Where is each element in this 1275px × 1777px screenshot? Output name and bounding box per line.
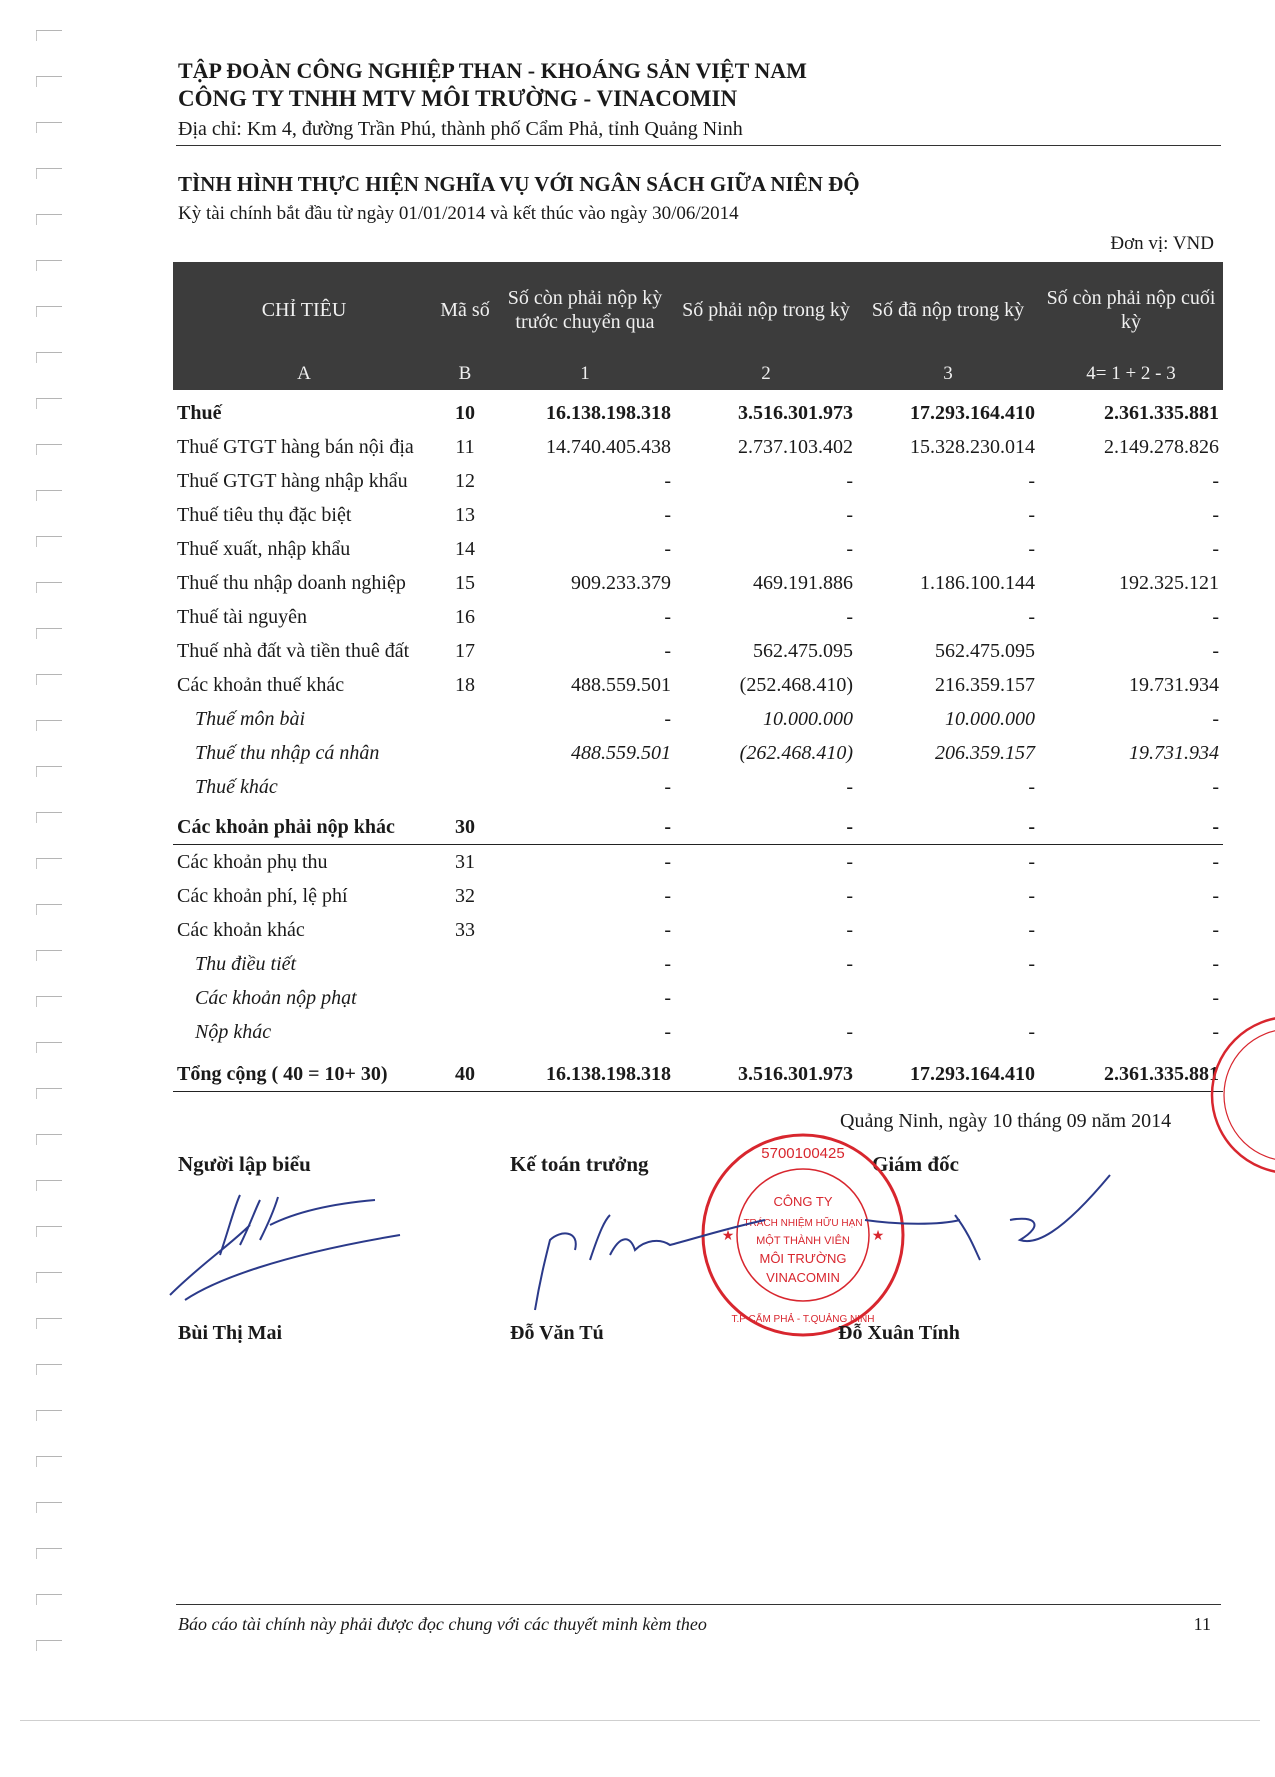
date-line: Quảng Ninh, ngày 10 tháng 09 năm 2014 bbox=[840, 1110, 1172, 1132]
row-closing: - bbox=[1212, 707, 1219, 730]
row-code bbox=[435, 736, 495, 770]
row-paid: - bbox=[1028, 775, 1035, 798]
budget-obligation-table bbox=[173, 262, 1223, 1092]
table-row bbox=[173, 566, 1223, 600]
row-payable: (262.468.410) bbox=[739, 741, 853, 764]
header-paid: Số đã nộp trong kỳ bbox=[857, 262, 1039, 358]
row-paid bbox=[857, 981, 1039, 1015]
row-paid: 206.359.157 bbox=[935, 741, 1035, 764]
table-row bbox=[173, 464, 1223, 498]
row-payable: - bbox=[846, 1020, 853, 1043]
row-opening: 488.559.501 bbox=[571, 741, 671, 764]
table-row bbox=[173, 634, 1223, 668]
row-closing: - bbox=[1212, 952, 1219, 975]
row-opening: - bbox=[664, 918, 671, 941]
row-code: 18 bbox=[455, 673, 475, 696]
table-row bbox=[173, 913, 1223, 947]
row-paid: 17.293.164.410 bbox=[910, 401, 1035, 424]
row-label: Thuế môn bài bbox=[195, 707, 305, 730]
row-code: 32 bbox=[455, 884, 475, 907]
row-opening: - bbox=[495, 804, 675, 845]
partial-stamp-edge bbox=[1200, 1010, 1275, 1180]
row-code bbox=[435, 1015, 495, 1049]
row-label: Thuế bbox=[177, 401, 222, 424]
header-code-b: B bbox=[435, 358, 495, 390]
table-row bbox=[173, 600, 1223, 634]
footer-note: Báo cáo tài chính này phải được đọc chung với các thuyết minh kèm theo bbox=[178, 1614, 707, 1634]
row-closing: 192.325.121 bbox=[1119, 571, 1219, 594]
row-label: Thuế khác bbox=[195, 775, 278, 798]
seal-line-5: VINACOMIN bbox=[766, 1270, 840, 1285]
row-paid: 216.359.157 bbox=[935, 673, 1035, 696]
row-payable: 562.475.095 bbox=[753, 639, 853, 662]
row-payable: - bbox=[846, 850, 853, 873]
accountant-signature bbox=[520, 1200, 780, 1320]
row-label: Thuế tiêu thụ đặc biệt bbox=[177, 503, 352, 526]
director-title: Giám đốc bbox=[872, 1152, 959, 1176]
row-closing: 2.361.335.881 bbox=[1039, 1049, 1223, 1092]
row-payable: - bbox=[846, 918, 853, 941]
row-opening: - bbox=[664, 850, 671, 873]
row-paid: - bbox=[1028, 1020, 1035, 1043]
table-row bbox=[173, 532, 1223, 566]
row-opening: - bbox=[664, 503, 671, 526]
director-name: Đỗ Xuân Tính bbox=[838, 1322, 960, 1344]
footer-rule bbox=[176, 1604, 1221, 1605]
seal-line-1: CÔNG TY bbox=[773, 1194, 833, 1209]
row-code: 31 bbox=[455, 850, 475, 873]
row-code bbox=[435, 947, 495, 981]
row-closing: 2.149.278.826 bbox=[1104, 435, 1219, 458]
table-row-total bbox=[173, 1049, 1223, 1092]
row-closing: 2.361.335.881 bbox=[1104, 401, 1219, 424]
seal-line-2: TRÁCH NHIỆM HỮU HẠN bbox=[743, 1218, 863, 1229]
row-closing: - bbox=[1212, 850, 1219, 873]
table-row bbox=[173, 736, 1223, 770]
row-code bbox=[435, 981, 495, 1015]
row-code: 14 bbox=[455, 537, 475, 560]
row-paid: - bbox=[1028, 605, 1035, 628]
row-label: Thuế GTGT hàng bán nội địa bbox=[177, 435, 414, 458]
director-signature bbox=[860, 1165, 1120, 1275]
row-code: 40 bbox=[435, 1049, 495, 1092]
row-closing: - bbox=[1212, 469, 1219, 492]
row-payable: - bbox=[846, 503, 853, 526]
row-paid: - bbox=[1028, 918, 1035, 941]
preparer-name: Bùi Thị Mai bbox=[178, 1322, 283, 1344]
row-paid: - bbox=[1028, 503, 1035, 526]
row-paid: 10.000.000 bbox=[945, 707, 1035, 730]
company-address: Địa chỉ: Km 4, đường Trần Phú, thành phố Cẩm Phả, tỉnh Quảng Ninh bbox=[178, 118, 743, 140]
preparer-title: Người lập biểu bbox=[178, 1152, 311, 1176]
row-opening: - bbox=[664, 986, 671, 1009]
row-payable: - bbox=[846, 952, 853, 975]
row-closing: - bbox=[1212, 503, 1219, 526]
row-opening: 909.233.379 bbox=[571, 571, 671, 594]
row-label: Các khoản nộp phạt bbox=[195, 986, 357, 1009]
table-row bbox=[173, 879, 1223, 913]
row-label: Các khoản phụ thu bbox=[177, 850, 328, 873]
row-paid: - bbox=[857, 804, 1039, 845]
row-payable: 2.737.103.402 bbox=[738, 435, 853, 458]
row-opening: 16.138.198.318 bbox=[495, 1049, 675, 1092]
row-code: 17 bbox=[455, 639, 475, 662]
row-closing: - bbox=[1212, 605, 1219, 628]
row-label: Các khoản phí, lệ phí bbox=[177, 884, 348, 907]
report-title: TÌNH HÌNH THỰC HIỆN NGHĨA VỤ VỚI NGÂN SÁCH GIỮA NIÊN ĐỘ bbox=[178, 172, 860, 196]
row-payable: 3.516.301.973 bbox=[738, 401, 853, 424]
row-payable bbox=[675, 981, 857, 1015]
row-paid: - bbox=[1028, 952, 1035, 975]
row-payable: (252.468.410) bbox=[739, 673, 853, 696]
row-paid: - bbox=[1028, 469, 1035, 492]
header-code-4: 4= 1 + 2 - 3 bbox=[1039, 358, 1223, 390]
row-opening: - bbox=[664, 952, 671, 975]
row-payable: 10.000.000 bbox=[763, 707, 853, 730]
row-payable: 3.516.301.973 bbox=[675, 1049, 857, 1092]
table-header-row bbox=[173, 262, 1223, 358]
row-label: Các khoản khác bbox=[177, 918, 305, 941]
header-opening: Số còn phải nộp kỳ trước chuyển qua bbox=[495, 262, 675, 358]
seal-star-right: ★ bbox=[871, 1229, 885, 1244]
row-closing: 19.731.934 bbox=[1129, 741, 1219, 764]
row-code: 13 bbox=[455, 503, 475, 526]
row-opening: - bbox=[664, 537, 671, 560]
row-payable: - bbox=[846, 605, 853, 628]
header-payable: Số phải nộp trong kỳ bbox=[675, 262, 857, 358]
row-payable: - bbox=[846, 884, 853, 907]
row-label: Nộp khác bbox=[195, 1020, 272, 1043]
row-closing: 19.731.934 bbox=[1129, 673, 1219, 696]
row-payable: - bbox=[846, 537, 853, 560]
row-payable: - bbox=[846, 469, 853, 492]
header-code: Mã số bbox=[435, 262, 495, 358]
table-row bbox=[173, 770, 1223, 804]
row-closing: - bbox=[1212, 918, 1219, 941]
row-label: Thuế GTGT hàng nhập khẩu bbox=[177, 469, 408, 492]
row-paid: 17.293.164.410 bbox=[857, 1049, 1039, 1092]
table-row bbox=[173, 947, 1223, 981]
table-row bbox=[173, 668, 1223, 702]
seal-number: 5700100425 bbox=[761, 1145, 845, 1162]
accountant-title: Kế toán trưởng bbox=[510, 1152, 649, 1176]
seal-line-3: MỘT THÀNH VIÊN bbox=[756, 1235, 850, 1247]
row-payable: 469.191.886 bbox=[753, 571, 853, 594]
header-indicator: CHỈ TIÊU bbox=[173, 262, 435, 358]
row-code bbox=[435, 770, 495, 804]
page-number: 11 bbox=[1193, 1614, 1211, 1634]
row-opening: - bbox=[664, 469, 671, 492]
row-label: Thuế xuất, nhập khẩu bbox=[177, 537, 351, 560]
row-label: Thu điều tiết bbox=[195, 952, 297, 975]
seal-line-4: MÔI TRƯỜNG bbox=[759, 1251, 847, 1266]
seal-bottom: T.P CẨM PHẢ - T.QUẢNG NINH bbox=[731, 1314, 875, 1325]
row-opening: - bbox=[664, 639, 671, 662]
row-paid: 562.475.095 bbox=[935, 639, 1035, 662]
row-code bbox=[435, 702, 495, 736]
row-paid: 1.186.100.144 bbox=[920, 571, 1035, 594]
row-paid: - bbox=[1028, 884, 1035, 907]
row-paid: - bbox=[1028, 850, 1035, 873]
row-code: 16 bbox=[455, 605, 475, 628]
row-label: Thuế tài nguyên bbox=[177, 605, 307, 628]
row-code: 11 bbox=[455, 435, 475, 458]
header-code-1: 1 bbox=[495, 358, 675, 390]
row-label: Các khoản thuế khác bbox=[177, 673, 345, 696]
row-code: 15 bbox=[455, 571, 475, 594]
row-closing: - bbox=[1039, 804, 1223, 845]
row-code: 33 bbox=[455, 918, 475, 941]
row-code: 12 bbox=[455, 469, 475, 492]
table-row bbox=[173, 498, 1223, 532]
seal-star-left: ★ bbox=[721, 1229, 735, 1244]
row-opening: - bbox=[664, 1020, 671, 1043]
row-opening: 14.740.405.438 bbox=[546, 435, 671, 458]
row-opening: - bbox=[664, 605, 671, 628]
table-row bbox=[173, 430, 1223, 464]
group-name: TẬP ĐOÀN CÔNG NGHIỆP THAN - KHOÁNG SẢN VIỆT NAM bbox=[178, 58, 807, 83]
row-paid: - bbox=[1028, 537, 1035, 560]
row-opening: - bbox=[664, 707, 671, 730]
header-rule bbox=[176, 145, 1221, 146]
row-label: Thuế thu nhập doanh nghiệp bbox=[177, 571, 406, 594]
scan-edge-line bbox=[20, 1720, 1260, 1721]
row-label: Thuế nhà đất và tiền thuê đất bbox=[177, 639, 410, 662]
row-label: Các khoản phải nộp khác bbox=[173, 804, 435, 845]
row-closing: - bbox=[1212, 1020, 1219, 1043]
row-payable: - bbox=[675, 804, 857, 845]
table-row bbox=[173, 702, 1223, 736]
table-row bbox=[173, 804, 1223, 845]
row-payable: - bbox=[846, 775, 853, 798]
table-row bbox=[173, 1015, 1223, 1049]
company-name: CÔNG TY TNHH MTV MÔI TRƯỜNG - VINACOMIN bbox=[178, 86, 738, 111]
header-closing: Số còn phải nộp cuối kỳ bbox=[1039, 262, 1223, 358]
currency-unit: Đơn vị: VND bbox=[1110, 233, 1214, 254]
row-closing: - bbox=[1212, 537, 1219, 560]
row-closing: - bbox=[1212, 639, 1219, 662]
accountant-name: Đỗ Văn Tú bbox=[510, 1322, 604, 1344]
table-row bbox=[173, 845, 1223, 880]
row-closing: - bbox=[1212, 986, 1219, 1009]
row-label: Tổng cộng ( 40 = 10+ 30) bbox=[173, 1049, 435, 1092]
row-code: 10 bbox=[455, 401, 475, 424]
row-paid: 15.328.230.014 bbox=[910, 435, 1035, 458]
row-opening: - bbox=[664, 775, 671, 798]
report-period: Kỳ tài chính bắt đầu từ ngày 01/01/2014 và kết thúc vào ngày 30/06/2014 bbox=[178, 203, 739, 224]
table-row bbox=[173, 390, 1223, 430]
preparer-signature bbox=[160, 1185, 420, 1315]
row-opening: 488.559.501 bbox=[571, 673, 671, 696]
row-closing: - bbox=[1212, 775, 1219, 798]
table-code-row bbox=[173, 358, 1223, 390]
header-code-3: 3 bbox=[857, 358, 1039, 390]
row-closing: - bbox=[1212, 884, 1219, 907]
row-code: 30 bbox=[435, 804, 495, 845]
row-opening: 16.138.198.318 bbox=[546, 401, 671, 424]
row-label: Thuế thu nhập cá nhân bbox=[195, 741, 380, 764]
header-code-2: 2 bbox=[675, 358, 857, 390]
row-opening: - bbox=[664, 884, 671, 907]
header-code-a: A bbox=[173, 358, 435, 390]
table-row bbox=[173, 981, 1223, 1015]
